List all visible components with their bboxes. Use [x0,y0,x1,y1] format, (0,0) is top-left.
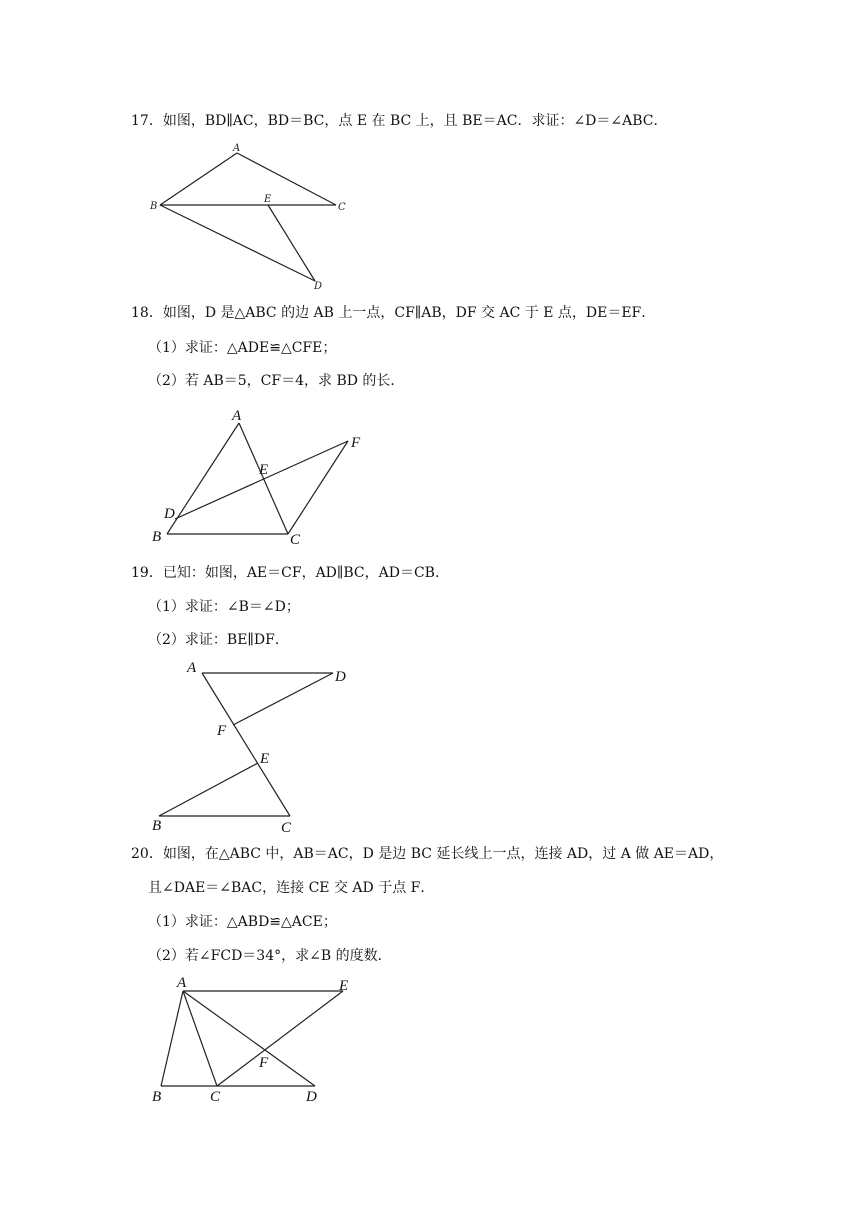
q18-part2: （2）若 AB＝5，CF＝4，求 BD 的长． [148,373,405,389]
q17-label-E: E [264,194,272,205]
q18-part1: （1）求证：△ADE≌△CFE； [148,340,337,356]
q20-segment-AC [183,991,217,1086]
q19-label-E: E [260,751,270,767]
q17-label-D: D [314,281,323,292]
q18-label-F: F [351,435,361,451]
q20-label-F: F [259,1055,269,1071]
q17-label-B: B [150,201,158,212]
q19-stem: 19．已知：如图，AE＝CF，AD∥BC，AD＝CB． [131,565,449,581]
q20-label-B: B [152,1089,162,1105]
q19-label-A: A [187,660,197,676]
q18-stem: 18．如图，D 是△ABC 的边 AB 上一点，CF∥AB，DF 交 AC 于 E 点，DE＝EF． [131,305,656,321]
q20-label-C: C [210,1089,221,1105]
q20-segment-CE [217,991,343,1086]
q20-label-E: E [339,978,349,994]
q17-label-C: C [338,202,346,213]
q18-label-A: A [232,408,242,424]
q19-label-C: C [281,820,292,836]
q20-segment-AD [183,991,315,1086]
q20-stem-line1: 20．如图，在△ABC 中，AB＝AC，D 是边 BC 延长线上一点，连接 AD，过 A 做 AE＝AD， [131,846,724,862]
q18-label-E: E [259,462,269,478]
q20-part1: （1）求证：△ABD≌△ACE； [148,914,337,930]
q17-stem: 17．如图，BD∥AC，BD＝BC，点 E 在 BC 上，且 BE＝AC．求证：∠D＝∠ABC． [131,113,668,129]
q19-label-B: B [152,818,162,834]
q19-label-F: F [217,723,227,739]
q19-part2: （2）求证：BE∥DF． [148,632,289,648]
q19-label-D: D [335,669,346,685]
q18-label-D: D [164,506,175,522]
q20-label-D: D [306,1089,317,1105]
q20-stem-line2: 且∠DAE＝∠BAC，连接 CE 交 AD 于点 F． [148,880,435,896]
q20-segment-AB [161,991,183,1086]
q18-label-B: B [152,529,162,545]
q17-label-A: A [233,143,241,154]
q18-label-C: C [290,532,301,548]
q19-part1: （1）求证：∠B＝∠D； [148,599,300,615]
q20-part2: （2）若∠FCD＝34°，求∠B 的度数． [148,948,392,964]
q20-label-A: A [177,975,187,991]
